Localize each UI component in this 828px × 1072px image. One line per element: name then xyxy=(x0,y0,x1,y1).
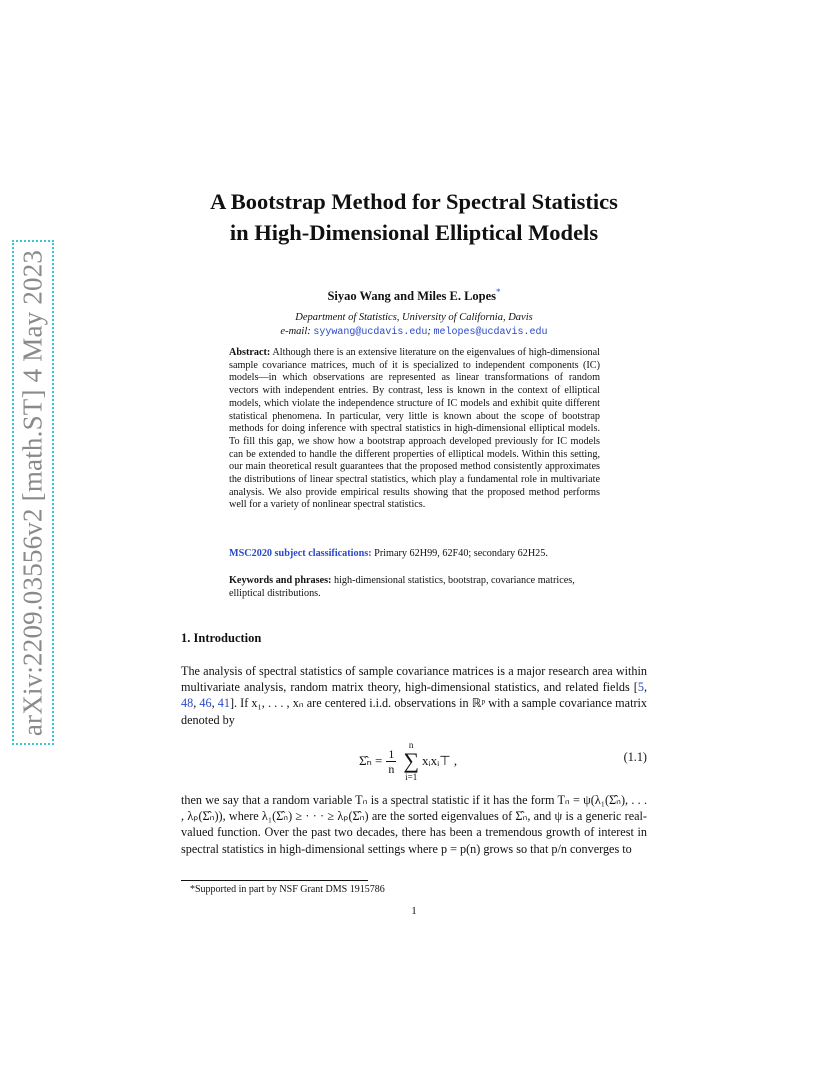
paper-title: A Bootstrap Method for Spectral Statistics in High-Dimensional Elliptical Models xyxy=(210,189,618,245)
sum-upper-limit: n xyxy=(408,740,414,750)
equation-lhs: Σ̂ₙ = xyxy=(359,753,383,768)
arxiv-stamp xyxy=(12,240,54,745)
equation-fraction xyxy=(386,747,396,776)
intro-p1-end: ]. If x₁, . . . , xₙ are centered i.i.d. observations in ℝᵖ with a sample covariance matrix denoted by xyxy=(181,696,647,727)
keywords-label: Keywords and phrases: xyxy=(229,575,332,586)
abstract-label: Abstract: xyxy=(229,347,271,358)
affiliation-block xyxy=(180,311,648,340)
equation-number: (1.1) xyxy=(623,750,647,764)
page-number: 1 xyxy=(411,905,417,917)
intro-paragraph-1: The analysis of spectral statistics of sample covariance matrices is a major research area within multivariate analysis, random matrix theory, high-dimensional statistics, and related fields [5, 48, 46, 41]. If x₁, . . . , xₙ are centered i.i.d. observations in ℝᵖ with a sample covariance matrix denoted by xyxy=(181,664,647,727)
intro-paragraph-2: then we say that a random variable Tₙ is a spectral statistic if it has the form Tₙ = ψ(λ₁(Σ̂ₙ), . . . , λₚ(Σ̂ₙ)), where λ₁(Σ̂ₙ) ≥ · · · ≥ λₚ(Σ̂ₙ) are the sorted eigenvalues of Σ̂ₙ, and ψ is a generic real-valued function. Over the past two decades, there has been a tremendous growth of interest in spectral statistics in high-dimensional settings where p = p(n) grows so that p/n converges to xyxy=(181,793,647,856)
equation-rhs: xᵢxᵢ⊤ , xyxy=(422,753,458,768)
citation-link[interactable]: 41 xyxy=(217,696,230,711)
section-heading: 1. Introduction xyxy=(181,631,262,645)
author-names: Siyao Wang and Miles E. Lopes xyxy=(327,289,497,304)
abstract xyxy=(229,347,600,512)
abstract-text: Although there is an extensive literature on the eigenvalues of high-dimensional sample covariance matrices, much of it is specialized to independent components (IC) models—in which observations are represented as linear transformations of random vectors with independent entries. By contrast, less is known in the context of elliptical models, which violate the independence structure of IC models and exhibit quite different statistical phenomena. In particular, very little is known about the scope of bootstrap methods for doing inference with spectral statistics in high-dimensional elliptical models. To fill this gap, we show how a bootstrap approach developed previously for IC models can be extended to handle the different properties of elliptical models. Within this setting, our main theoretical result guarantees that the proposed method consistently approximates the distributions of linear spectral statistics, which play a fundamental role in multivariate analysis. We also provide empirical results showing that the proposed method performs well for a variety of nonlinear spectral statistics. xyxy=(229,347,601,511)
arxiv-id: arXiv:2209.03556v2 [math.ST] 4 May 2023 xyxy=(17,249,48,736)
email-link-wang[interactable]: syywang@ucdavis.edu xyxy=(313,327,428,338)
citation-link[interactable]: 5 xyxy=(637,680,644,695)
summation xyxy=(403,740,419,782)
equation-1-1 xyxy=(181,736,647,784)
email-prefix: e-mail: xyxy=(280,326,311,337)
authors xyxy=(180,287,648,304)
intro-p1-start: The analysis of spectral statistics of sample covariance matrices is a major research area within multivariate analysis, random matrix theory, high-dimensional statistics, and related fields [ xyxy=(181,664,647,695)
keywords-text: high-dimensional statistics, bootstrap, covariance matrices, elliptical distributions. xyxy=(229,575,575,599)
affiliation: Department of Statistics, University of California, Davis xyxy=(295,312,533,323)
msc-label-link[interactable]: MSC2020 subject classifications: xyxy=(229,548,372,559)
email-link-lopes[interactable]: melopes@ucdavis.edu xyxy=(433,327,548,338)
citation-link[interactable]: 46 xyxy=(199,696,212,711)
footnote-divider xyxy=(181,880,368,881)
author-footnote-link[interactable]: * xyxy=(496,287,501,297)
keywords xyxy=(229,575,600,600)
email-line: e-mail: syywang@ucdavis.edu; melopes@ucdavis.edu xyxy=(280,326,548,338)
citation-link[interactable]: 48 xyxy=(181,696,194,711)
sigma-icon: ∑ xyxy=(403,748,420,773)
footnote: *Supported in part by NSF Grant DMS 1915786 xyxy=(190,884,385,895)
sum-lower-limit: i=1 xyxy=(405,772,418,782)
equation-body xyxy=(359,740,457,782)
fraction-numerator: 1 xyxy=(388,746,395,761)
msc-text: Primary 62H99, 62F40; secondary 62H25. xyxy=(374,548,548,559)
msc-classifications xyxy=(229,548,600,561)
fraction-denominator: n xyxy=(388,761,395,776)
